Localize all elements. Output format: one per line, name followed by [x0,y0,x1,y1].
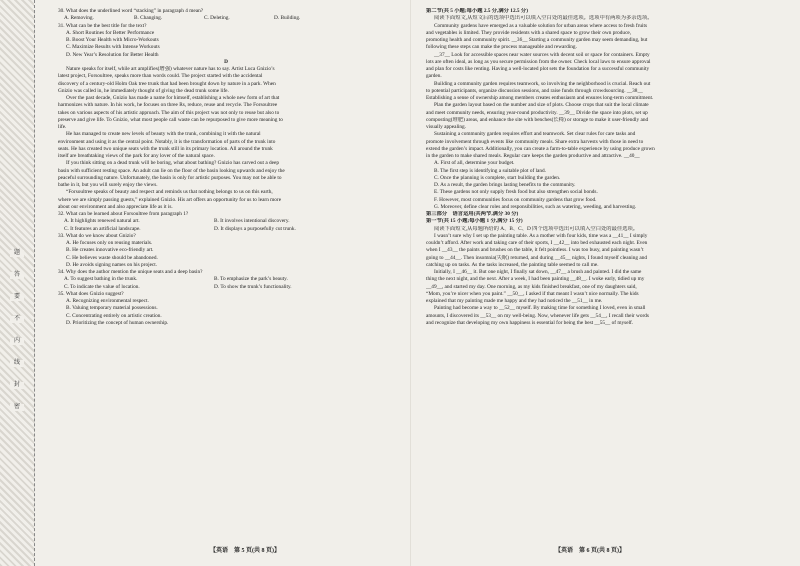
cloze-line: and recognize that developing my own happiness is essential for being the best __55__ of myself. [426,319,634,326]
passage-line: seats. He has created two unique seats with the trunk still in its primary location. All around the trunk [58,145,273,152]
passage-line: environment and using it as the central point. Notably, it is the transformation of parts of the trunk into [58,138,276,145]
option: C. To indicate the value of location. [64,283,140,290]
option: C. Maximize Results with Intense Workouts [66,44,160,51]
passage-line: Sustaining a community garden requires effort and teamwork. Set clear rules for care tasks and [434,131,636,138]
passage-line: discovery of a century-old Holm Oak tree trunk that had been brought down by nature in a park. When [58,80,276,87]
cloze-line: couldn’t afford. After work and taking care of their sports, I __42__ into bed exhausted each night. Even [426,240,648,246]
option: D. New Year’s Resolution for Better Health [66,51,159,58]
option: A. He focuses only on reusing materials. [66,240,153,246]
section-1-header: 第一节(共 15 小题;每小题 1 分,满分 15 分) [426,218,523,225]
passage-line: peaceful surrounding nature. Unfortunately, the basin is only for artistic purposes. You may not be able to [58,174,282,181]
question-35-stem: 35. What does Gnizio suggest? [58,290,124,297]
passage-line: If you think sitting on a dead trunk will be boring, what about bathing? Gnizio has carved out a deep [66,160,280,167]
passage-line: Gnizio was called in, he immediately thought of giving the dead trunk some life. [58,87,229,94]
cloze-line: catching up on tasks. As the tasks increased, the painting table seemed to call me. [426,261,599,268]
binding-char: 不 [10,316,24,323]
cloze-line: Initially, I __46__ it. But one night, I finally sat down, __47__ a brush and painted. I did the same [434,269,642,275]
question-31-stem: 31. What can be the best title for the text? [58,22,147,29]
question-32-options-ab [58,218,394,225]
passage-line: promote involvement through events like community meals. Share extra harvests with those in need to [426,138,644,145]
passage-line: where we are simply passing guests,” explained Gnizio. His art offers an opportunity for us to learn more [58,196,282,203]
page-divider [410,0,411,566]
passage-line: following these steps can make the process manageable and rewarding. [426,44,577,51]
option: A. It highlights renewed natural art. [64,218,140,225]
cloze-line: “Mom, you’re nicer when you paint.” __50__, I asked if that meant I wasn’t nice normally. The kids [426,290,639,297]
option: C. It features an artificial landscape. [64,225,141,232]
passage-line: takes on various aspects of his artistic approach. The aim of this project was not only to reuse but also to [58,109,280,116]
binding-char: 线 [10,360,24,367]
passage-line: extend the garden’s impact. Additionally, you can create a farm-to-table experience by using produce grown [426,145,655,152]
passage-line: __37__ Look for accessible spaces near water sources with decent soil or space for containers. Empty [434,51,650,58]
passage-line: Over the past decade, Gnizio has made a name for himself, establishing a whole new form of art that [66,95,280,101]
passage-line: Establishing a sense of ownership among members creates enthusiasm and ensures long-term commitment. [426,95,654,101]
passage-line: basin with sufficient resting space. An adult can lie on the floor of the basin looking upwards and enjoy the [58,167,285,174]
passage-line: “Forsoultree speaks of beauty and respect and reminds us that nothing belongs to us on this earth, [66,189,273,196]
page-6 [426,8,782,327]
part-3-header: 第三部分 语言运用(共两节,满分 30 分) [426,211,519,217]
section-1-instructions: 阅读下面短文,从每题所给的 A、B、C、D 四个选项中选出可以填入空白处的最佳选项。 [434,225,639,232]
passage-line: preserve and give life. To Gnizio, what most people call waste can be repurposed to give more meaning to [58,116,283,123]
section-2-header: 第二节(共 5 小题;每小题 2.5 分,满分 12.5 分) [426,8,528,14]
passage-line: in the garden to make shared meals. Regular care keeps the garden productive and attractive. __40__ [426,153,640,159]
binding-char: 答 [10,272,24,279]
cloze-line: going to __44__. Then insomnia(失眠) returned, and during __45__ nights, I found myself cleaning and [426,254,648,261]
passage-line: composting(堆肥) areas, and enhance the site with benches(长椅) or storage to make it user-friendly and [426,116,649,123]
cloze-line: thing the next night, and the next. After a week, I had been painting __48__. I woke early, tidied up my [426,276,645,283]
option: B. It involves intentional discovery. [214,218,290,225]
option: D. To show the trunk’s functionality. [214,283,292,290]
passage-line: about our environment and also appreciate life as it is. [58,203,173,210]
question-32-options-cd [58,226,394,233]
option: C. Deleting. [204,15,230,22]
passage-line: and meet community needs, ensuring year-round productivity. __39__ Divide the space into plots, set up [426,109,648,116]
option: B. Valuing temporary material possessions. [66,305,158,312]
passage-line: Nature speaks for itself, while art amplifies(增强) whatever nature has to say. Artist Luca Gnizio’s [66,66,275,72]
passage-line: harmonizes with nature. In his work, he focuses on three Rs, reduce, reuse and recycle. The Forsoultree [58,102,278,109]
question-34-options-cd [58,284,394,291]
question-30-stem: 30. What does the underlined word “stacking” in paragraph 4 mean? [58,8,204,14]
option: A. Recognizing environmental respect. [66,298,149,304]
passage-line: Community gardens have emerged as a valuable solution for urban areas where access to fresh fruits [434,22,648,29]
page-5 [58,8,394,327]
cloze-line: I wasn’t sure why I set up the painting table. As a mother with four kids, time was a __41__ I simply [434,232,648,239]
binding-char: 要 [10,294,24,301]
passage-line: itself are breathtaking views of the park for any lover of the natural space. [58,153,215,159]
option: B. He creates innovative eco-friendly art. [66,247,154,254]
option: D. Prioritizing the concept of human ownership. [66,319,169,326]
option: A. Short Routines for Better Performance [66,29,155,36]
option: B. To emphasize the park’s beauty. [214,276,288,283]
option: D. He avoids signing names on his project. [66,261,158,268]
binding-char: 密 [10,404,24,411]
passage-line: garden. [426,73,442,80]
binding-char: 题 [10,250,24,257]
question-33-stem: 33. What do we know about Gnizio? [58,232,136,239]
option: D. Building. [274,15,301,22]
passage-line: life. [58,124,67,130]
option: D. It displays a purposefully cut trunk. [214,225,296,232]
passage-line: Building a community garden requires teamwork, so involving the neighborhood is crucial. Reach out [434,80,651,87]
option: D. As a result, the garden brings lasting benefits to the community. [434,182,576,188]
passage-line: Plan the garden layout based on the number and size of plots. Choose crops that suit the local climate [434,102,649,109]
option: B. Boost Your Health with Micro-Workouts [66,37,159,43]
option: G. Moreover, define clear roles and responsibilities, such as watering, weeding, and harvesting. [434,203,637,210]
passage-line: to potential participants, organize discussion sessions, and raise funds through crowdsourcing. __38__ [426,87,643,94]
question-32-stem: 32. What can be learned about Forsoultree from paragraph 1? [58,211,189,217]
cloze-line: amounts, I discovered its __53__ on my well-being. Now, whenever life gets __54__, I recall their words [426,312,649,319]
passage-line: bathe in it, but you will surely enjoy the views. [58,182,158,188]
option: C. Concentrating entirely on artistic creation. [66,312,162,319]
passage-line: and vegetables is limited. They provide residents with a shared space to grow their own produce, [426,29,632,36]
cloze-line: explained that my painting made me happy and they had noticed the __51__ in me. [426,298,603,304]
section-2-instructions: 阅读下面短文,从短文后的选项中选出可以填入空白处的最佳选项。选项中有两项为多余选项。 [434,15,653,22]
option: E. These gardens not only supply fresh food but also strengthen social bonds. [434,189,598,196]
page-6-footer: 【英语 第 6 页(共 8 页)】 [555,548,625,554]
question-34-stem: 34. Why does the author mention the unique seats and a deep basin? [58,269,203,275]
option: A. Removing. [64,15,94,22]
binding-char: 内 [10,338,24,345]
passage-line: promoting health and community spirit. __36__ Starting a community garden may seem demanding, but [426,37,648,43]
option: A. First of all, determine your budget. [434,160,515,167]
cloze-line: when I __43__ the paints and brushes on the table, it felt pointless. I was too busy, and painting wasn’t [426,247,644,254]
binding-margin [0,0,35,566]
cloze-line: Painting had become a way to __52__ myself. By making time for something I loved, even in small [434,305,646,312]
passage-line: He has managed to create new levels of beauty with the trunk, combining it with the natural [66,131,261,138]
binding-char: 封 [10,382,24,389]
option: A. To suggest bathing in the trunk. [64,276,138,283]
passage-line: and plan for costs like renting. Having a well-located plot sets the foundation for a successful community [426,66,650,72]
option: B. Changing. [134,15,163,22]
option: F. However, most communities focus on community gardens that grow food. [434,196,597,203]
cloze-line: __49__, and started my day. One morning, as my kids finished breakfast, one of my daughters said, [426,283,637,290]
page-5-footer: 【英语 第 5 页(共 8 页)】 [210,548,280,554]
section-d-heading: D [224,58,228,65]
option: C. Once the planning is complete, start building the garden. [434,174,561,181]
question-30-options [58,15,394,22]
passage-line: lots are often ideal, as long as you secure permission from the owner. Check local laws to ensure approval [426,58,651,65]
question-34-options-ab [58,276,394,283]
option: C. He believes waste should be abandoned. [66,254,158,261]
passage-line: visually appealing. [426,124,467,130]
passage-line: latest project, Forsoultree, speaks more than words could. The project started with the accidental [58,73,263,80]
option: B. The first step is identifying a suitable plot of land. [434,167,547,174]
